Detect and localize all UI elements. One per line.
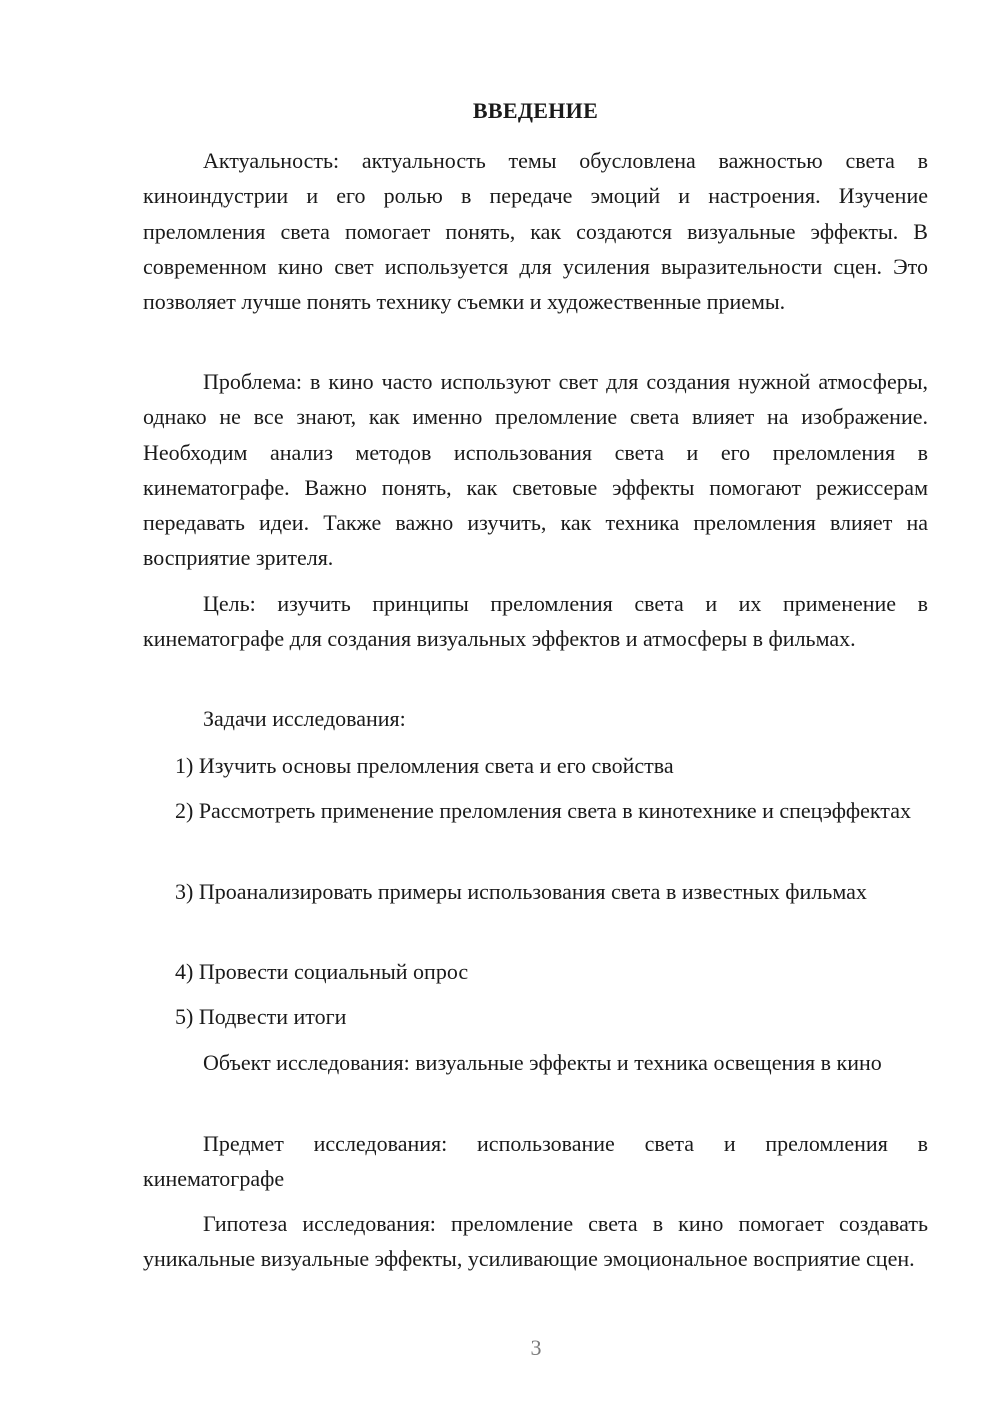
- problem-paragraph: Проблема: в кино часто используют свет для создания нужной атмосферы, однако не все знают, как именно преломление света влияет на изображение. Необходим анализ методов использования света и его преломления в кинематографе. Важно понять, как световые эффекты помогают режиссерам передавать идеи. Также важно изучить, как техника преломления влияет на восприятие зрителя.: [143, 369, 928, 571]
- page-title: ВВЕДЕНИЕ: [472, 98, 599, 123]
- relevance-paragraph: Актуальность: актуальность темы обусловлена важностью света в киноиндустрии и его ролью в передаче эмоций и настроения. Изучение преломления света помогает понять, как создаются визуальные эффекты. В современном кино свет используется для усиления выразительности сцен. Это позволяет лучше понять технику съемки и художественные приемы.: [143, 148, 928, 315]
- task-item-4: 4) Провести социальный опрос: [175, 959, 469, 984]
- tasks-heading: Задачи исследования:: [203, 706, 406, 731]
- task-item-3: 3) Проанализировать примеры использования света в известных фильмах: [175, 879, 867, 904]
- subject-paragraph: Предмет исследования: использование света и преломления в кинематографе: [143, 1131, 928, 1192]
- object-paragraph: Объект исследования: визуальные эффекты и техника освещения в кино: [203, 1050, 882, 1075]
- hypothesis-paragraph: Гипотеза исследования: преломление света в кино помогает создавать уникальные визуальные эффекты, усиливающие эмоциональное восприятие сцен.: [143, 1211, 928, 1272]
- task-item-5: 5) Подвести итоги: [175, 1004, 347, 1029]
- page-number: 3: [530, 1335, 542, 1360]
- task-item-2: 2) Рассмотреть применение преломления света в кинотехнике и спецэффектах: [175, 798, 911, 823]
- task-item-1: 1) Изучить основы преломления света и его свойства: [175, 753, 674, 778]
- goal-paragraph: Цель: изучить принципы преломления света и их применение в кинематографе для создания визуальных эффектов и атмосферы в фильмах.: [143, 591, 928, 652]
